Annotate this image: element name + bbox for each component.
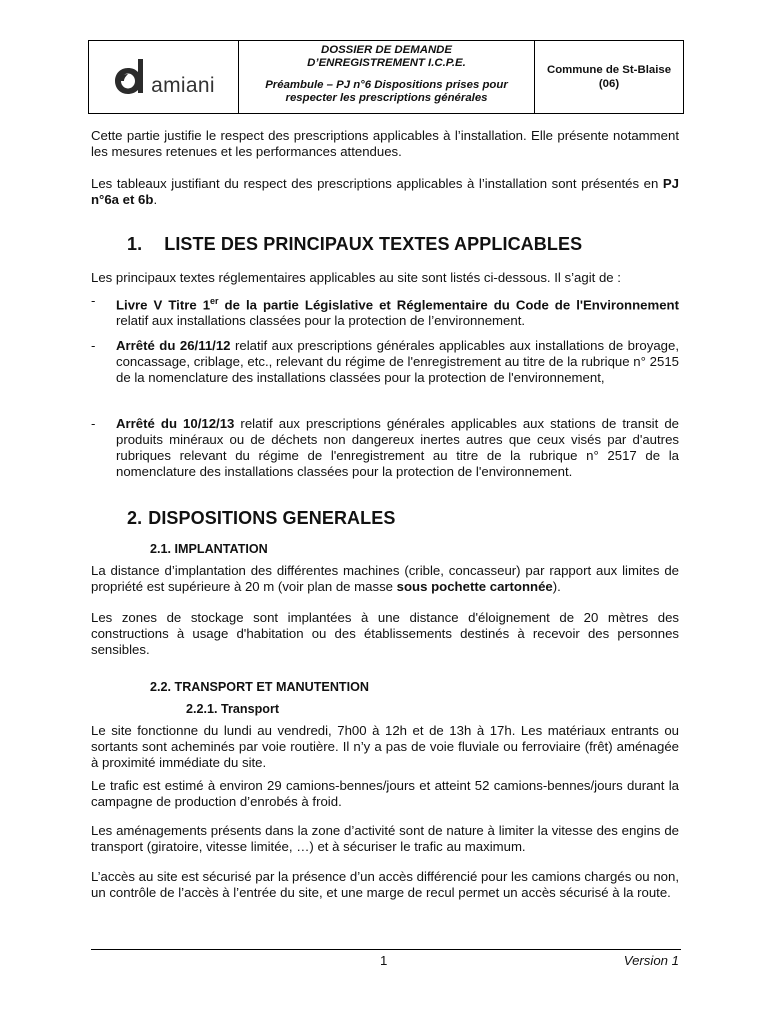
header-subtitle-line2: respecter les prescriptions générales — [285, 92, 488, 104]
header-subtitle-line1: Préambule – PJ n°6 Dispositions prises pour — [265, 79, 508, 91]
subsection-2-2-1-heading: 2.2.1. Transport — [186, 702, 280, 716]
transport-paragraph-1: Le site fonctionne du lundi au vendredi, 7h00 à 12h et de 13h à 17h. Les matériaux entrants ou sortants sont acheminés par voie routière. Il n’y a pas de voie fluviale ou ferroviaire (frêt) aménagée à proximité immédiate du site. — [91, 723, 679, 770]
logo-cell — [89, 41, 239, 113]
list-item: - Arrêté du 26/11/12 relatif aux prescriptions générales applicables aux installations de broyage, concassage, criblage, etc., relevant du régime de l'enregistrement au titre de la rubrique n° 2515 de la nomenclature des installations classées pour la protection de l'environnement, — [91, 338, 679, 385]
header-title-line1: DOSSIER DE DEMANDE — [320, 44, 452, 56]
header-title-line2: D’ENREGISTREMENT I.C.P.E. — [307, 57, 466, 69]
commune-dept: (06) — [598, 78, 620, 90]
section-1-lead: Les principaux textes réglementaires applicables au site sont listés ci-dessous. Il s’agit de : — [91, 270, 621, 285]
header-table — [88, 40, 684, 114]
transport-paragraph-2: Le trafic est estimé à environ 29 camions-bennes/jours et atteint 52 camions-bennes/jours durant la campagne de production d’enrobés à froid. — [91, 778, 679, 809]
section-2-heading: 2. DISPOSITIONS GENERALES — [127, 508, 396, 528]
section-1-heading: 1. LISTE DES PRINCIPAUX TEXTES APPLICABLES — [127, 234, 583, 254]
commune-name: Commune de St-Blaise — [546, 64, 672, 76]
page-number: 1 — [380, 953, 388, 968]
transport-paragraph-4: L’accès au site est sécurisé par la présence d’un accès différencié pour les camions chargés ou non, un contrôle de l’accès à l’entrée du site, et une marge de recul permet un accès sécurisé à la route. — [91, 869, 679, 900]
footer-divider — [91, 949, 681, 950]
list-item: - Arrêté du 10/12/13 relatif aux prescriptions générales applicables aux stations de transit de produits minéraux ou de déchets non dangereux inertes autres que ceux visés par d'autres rubriques relevant du régime de l'enregistrement au titre de la rubrique n° 2517 de la nomenclature des installations classées pour la protection de l'environnement. — [91, 416, 679, 479]
logo-text: amiani — [151, 74, 215, 97]
transport-paragraph-3: Les aménagements présents dans la zone d’activité sont de nature à limiter la vitesse des engins de transport (giratoire, vitesse limitée, …) et à sécuriser le trafic au maximum. — [91, 823, 679, 854]
header-title-cell — [239, 41, 535, 113]
version-label: Version 1 — [623, 953, 679, 968]
implantation-paragraph-1: La distance d’implantation des différentes machines (crible, concasseur) par rapport aux limites de propriété est supérieure à 20 m (voir plan de masse sous pochette cartonnée). — [91, 563, 679, 594]
implantation-paragraph-2: Les zones de stockage sont implantées à une distance d'éloignement de 20 mètres des constructions à usage d'habitation ou des établissements destinés à recevoir des personnes sensibles. — [91, 610, 679, 657]
subsection-2-1-heading: 2.1. IMPLANTATION — [150, 542, 268, 556]
pj-reference: PJ n°6a et 6b — [91, 176, 679, 207]
damiani-logo — [112, 57, 215, 97]
subsection-2-2-heading: 2.2. TRANSPORT ET MANUTENTION — [150, 680, 370, 694]
list-item: - Livre V Titre 1er de la partie Législative et Réglementaire du Code de l'Environnement relatif aux installations classées pour la protection de l’environnement. — [91, 293, 679, 329]
intro-paragraph-1: Cette partie justifie le respect des prescriptions applicables à l’installation. Elle présente notamment les mesures retenues et les performances attendues. — [91, 128, 679, 159]
intro-paragraph-2: Les tableaux justifiant du respect des prescriptions applicables à l’installation sont présentés en PJ n°6a et 6b. — [91, 176, 679, 207]
header-commune-cell — [535, 41, 683, 113]
damiani-d-icon — [112, 57, 152, 97]
